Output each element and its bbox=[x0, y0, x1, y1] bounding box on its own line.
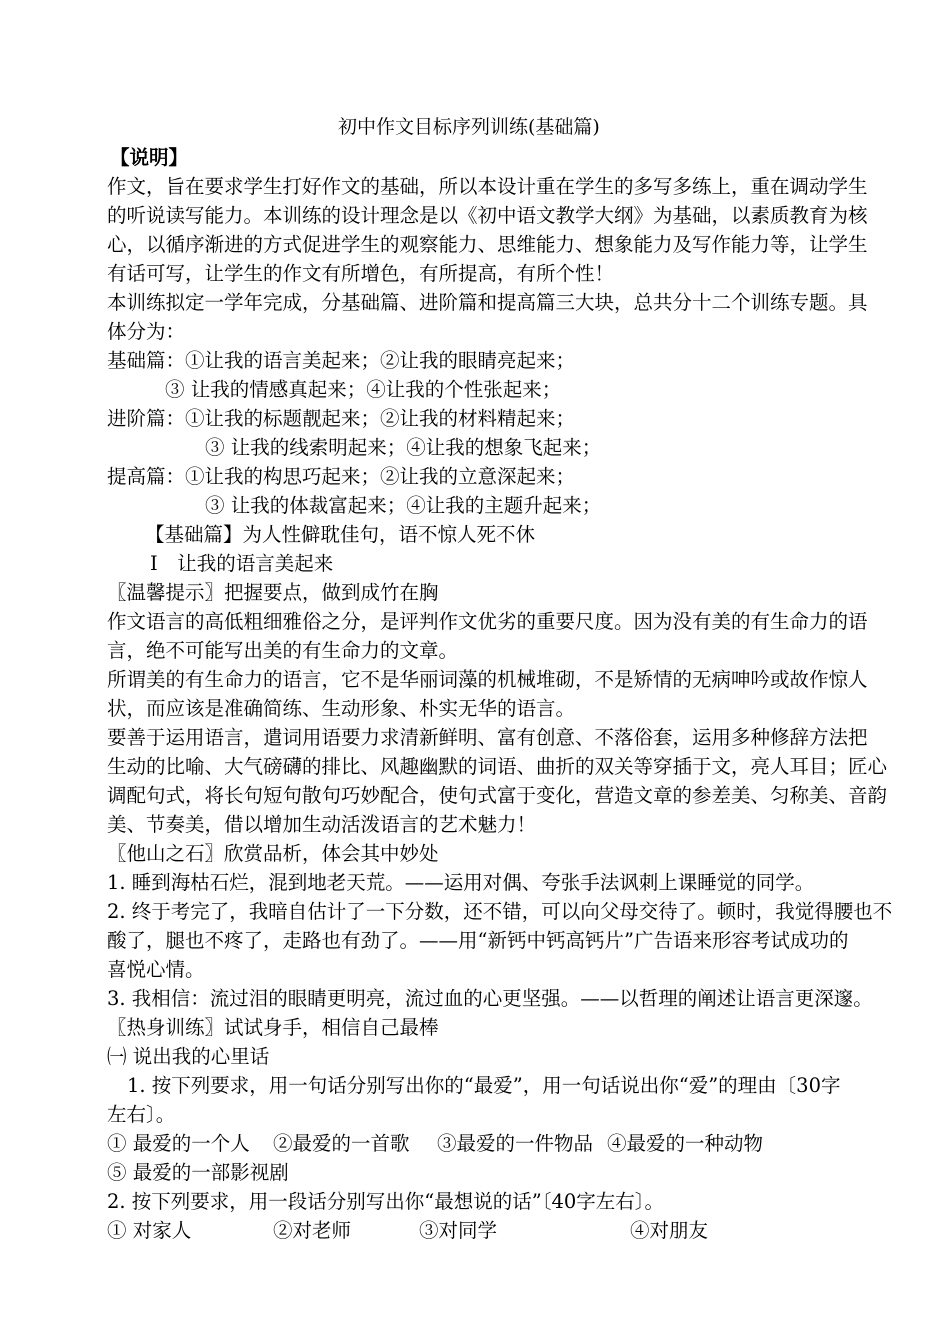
paragraph-line: 状，而应该是准确简练、生动形象、朴实无华的语言。 bbox=[107, 697, 576, 720]
warmup-heading: 〖热身训练〗试试身手，相信自己最棒 bbox=[107, 1016, 439, 1039]
options-row bbox=[107, 1217, 907, 1245]
paragraph-line: 言，绝不可能写出美的有生命力的文章。 bbox=[107, 639, 459, 662]
option-item: ③对同学 bbox=[419, 1219, 498, 1242]
paragraph-line: 生动的比喻、大气磅礴的排比、风趣幽默的词语、曲折的双关等穿插于文，亮人耳目；匠心 bbox=[107, 755, 888, 778]
list-line-advanced-2: ③ 让我的线索明起来；④让我的想象飞起来； bbox=[205, 436, 602, 459]
paragraph-line: 要善于运用语言，遣词用语要力求清新鲜明、富有创意、不落俗套，运用多种修辞方法把 bbox=[107, 726, 868, 749]
paragraph-line: 作文语言的高低粗细雅俗之分，是评判作文优劣的重要尺度。因为没有美的有生命力的语 bbox=[107, 610, 868, 633]
subsection-heading: Ⅰ 让我的语言美起来 bbox=[150, 552, 334, 575]
paragraph-line: 本训练拟定一学年完成，分基础篇、进阶篇和提高篇三大块，总共分十二个训练专题。具 bbox=[107, 291, 868, 314]
list-line-advanced: 进阶篇：①让我的标题靓起来；②让我的材料精起来； bbox=[107, 407, 576, 430]
example-item-cont: 喜悦心情。 bbox=[107, 958, 205, 981]
exercise-item: 2. 按下列要求，用一段话分别写出你“最想说的话”〔40字左右〕。 bbox=[107, 1190, 665, 1213]
example-item: 2. 终于考完了，我暗自估计了一下分数，还不错，可以向父母交待了。顿时，我觉得腰也不 bbox=[107, 900, 893, 923]
example-item-cont: 酸了，腿也不疼了，走路也有劲了。——用“新钙中钙高钙片”广告语来形容考试成功的 bbox=[107, 929, 849, 952]
example-item: 3. 我相信：流过泪的眼睛更明亮，流过血的心更坚强。——以哲理的阐述让语言更深邃。 bbox=[107, 987, 873, 1010]
paragraph-line: 美、节奏美，借以增加生动活泼语言的艺术魅力！ bbox=[107, 813, 537, 836]
paragraph-line: 作文，旨在要求学生打好作文的基础，所以本设计重在学生的多写多练上，重在调动学生 bbox=[107, 175, 868, 198]
option-item: ⑤ 最爱的一部影视剧 bbox=[107, 1161, 289, 1184]
option-item: ① 最爱的一个人 bbox=[107, 1132, 250, 1155]
option-item: ④对朋友 bbox=[630, 1219, 709, 1242]
document-title: 初中作文目标序列训练(基础篇) bbox=[338, 116, 600, 138]
option-item: ③最爱的一件物品 bbox=[437, 1132, 594, 1155]
section-heading-basic: 【基础篇】为人性僻耽佳句，语不惊人死不休 bbox=[145, 523, 536, 546]
paragraph-line: 体分为： bbox=[107, 320, 186, 343]
paragraph-line: 的听说读写能力。本训练的设计理念是以《初中语文教学大纲》为基础，以素质教育为核 bbox=[107, 204, 868, 227]
option-item: ④最爱的一种动物 bbox=[607, 1132, 764, 1155]
exercise-item-cont: 左右〕。 bbox=[107, 1103, 176, 1126]
list-line-basic: 基础篇：①让我的语言美起来；②让我的眼睛亮起来； bbox=[107, 349, 576, 372]
example-item: 1. 睡到海枯石烂，混到地老天荒。——运用对偶、夸张手法讽刺上课睡觉的同学。 bbox=[107, 871, 815, 894]
paragraph-line: 心，以循序渐进的方式促进学生的观察能力、思维能力、想象能力及写作能力等，让学生 bbox=[107, 233, 868, 256]
option-item: ②最爱的一首歌 bbox=[273, 1132, 410, 1155]
list-line-improve: 提高篇：①让我的构思巧起来；②让我的立意深起来； bbox=[107, 465, 576, 488]
paragraph-line: 所谓美的有生命力的语言，它不是华丽词藻的机械堆砌，不是矫情的无病呻吟或故作惊人 bbox=[107, 668, 868, 691]
examples-heading: 〖他山之石〗欣赏品析，体会其中妙处 bbox=[107, 842, 439, 865]
paragraph-line: 调配句式，将长句短句散句巧妙配合，使句式富于变化，营造文章的参差美、匀称美、音韵 bbox=[107, 784, 888, 807]
list-line-improve-2: ③ 让我的体裁富起来；④让我的主题升起来； bbox=[205, 494, 602, 517]
paragraph-line: 有话可写，让学生的作文有所增色，有所提高，有所个性！ bbox=[107, 262, 615, 285]
option-item: ②对老师 bbox=[273, 1219, 352, 1242]
option-item: ① 对家人 bbox=[107, 1219, 192, 1242]
section-heading-explanation: 【说明】 bbox=[110, 146, 189, 169]
list-line-basic-2: ③ 让我的情感真起来；④让我的个性张起来； bbox=[165, 378, 562, 401]
tip-heading: 〖温馨提示〗把握要点，做到成竹在胸 bbox=[107, 581, 439, 604]
options-row bbox=[107, 1130, 907, 1158]
exercise-item: 1. 按下列要求，用一句话分别写出你的“最爱”，用一句话说出你“爱”的理由〔30字 bbox=[127, 1074, 841, 1097]
exercise-heading: ㈠ 说出我的心里话 bbox=[107, 1045, 270, 1068]
